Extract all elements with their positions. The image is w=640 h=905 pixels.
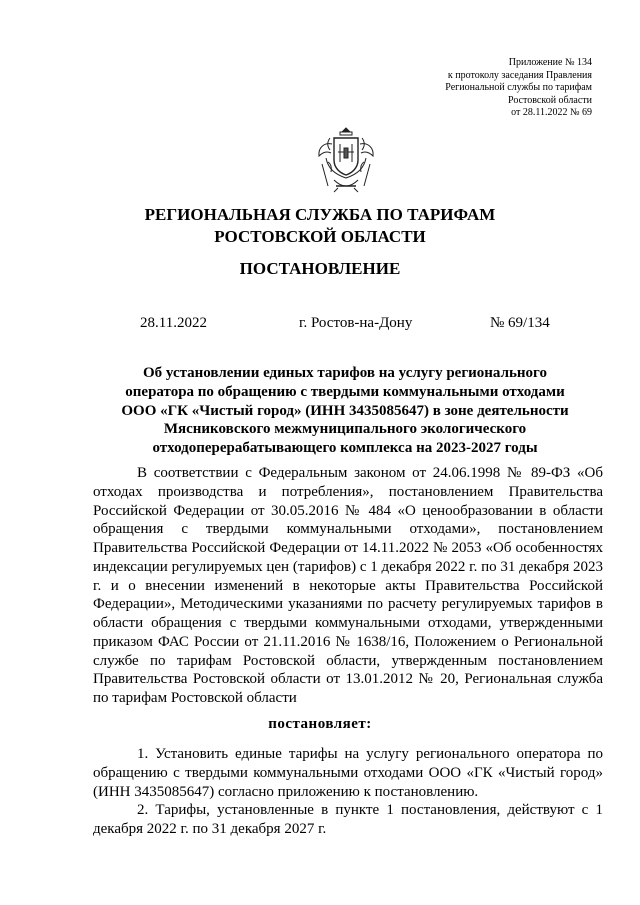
subject-line: ООО «ГК «Чистый город» (ИНН 3435085647) в зоне деятельности (121, 402, 569, 419)
subject-line: Мясниковского межмуниципального экологического (163, 421, 527, 438)
organization-title (0, 204, 640, 248)
org-line-2: РОСТОВСКОЙ ОБЛАСТИ (214, 227, 426, 246)
coat-of-arms-icon (314, 122, 378, 194)
resolves-heading: постановляет: (268, 716, 372, 732)
subject-line: отходоперерабатывающего комплекса на 2023-2027 годы (152, 440, 538, 457)
preamble-paragraph: В соответствии с Федеральным законом от 24.06.1998 № 89-ФЗ «Об отходах производства и потребления», постановлением Правительства Российской Федерации от 30.05.2016 № 484 «О ценообразовании в области обращения с твердыми коммунальными отходами», постановлением Правительства Российской Федерации от 14.11.2022 № 2053 «Об особенностях индексации регулируемых цен (тарифов) с 1 декабря 2022 г. по 31 декабря 2023 г. и о внесении изменений в некоторые акты Правительства Российской Федерации», Методическими указаниями по расчету регулируемых тарифов в области обращения с твердыми коммунальными отходами, утвержденными приказом ФАС России от 21.11.2016 № 1638/16, Положением о Региональной службе по тарифам Ростовской области, утвержденным постановлением Правительства Ростовской области от 13.01.2012 № 20, Региональная служба по тарифам Ростовской области (93, 465, 603, 706)
org-line-1: РЕГИОНАЛЬНАЯ СЛУЖБА ПО ТАРИФАМ (144, 205, 496, 224)
appendix-note (445, 57, 592, 120)
appendix-line: Ростовской области (508, 94, 592, 106)
resolution-item-1: 1. Установить единые тарифы на услугу регионального оператора по обращению с твердыми коммунальными отходами ООО «ГК «Чистый город» (ИНН 3435085647) согласно приложению к постановлению. (93, 746, 603, 800)
appendix-line: к протоколу заседания Правления (447, 69, 592, 81)
document-type: ПОСТАНОВЛЕНИЕ (239, 259, 401, 278)
appendix-line: Приложение № 134 (508, 57, 592, 68)
document-subject (100, 364, 590, 458)
document-city: г. Ростов-на-Дону (299, 315, 413, 331)
document-number: № 69/134 (490, 315, 550, 331)
document-date: 28.11.2022 (140, 315, 207, 331)
appendix-line: Региональной службы по тарифам (445, 82, 592, 94)
subject-line: Об установлении единых тарифов на услугу регионального (143, 365, 547, 381)
subject-line: оператора по обращению с твердыми коммунальными отходами (125, 383, 565, 400)
resolution-item-2: 2. Тарифы, установленные в пункте 1 постановления, действуют с 1 декабря 2022 г. по 31 декабря 2027 г. (93, 802, 603, 837)
appendix-line: от 28.11.2022 № 69 (511, 107, 592, 119)
